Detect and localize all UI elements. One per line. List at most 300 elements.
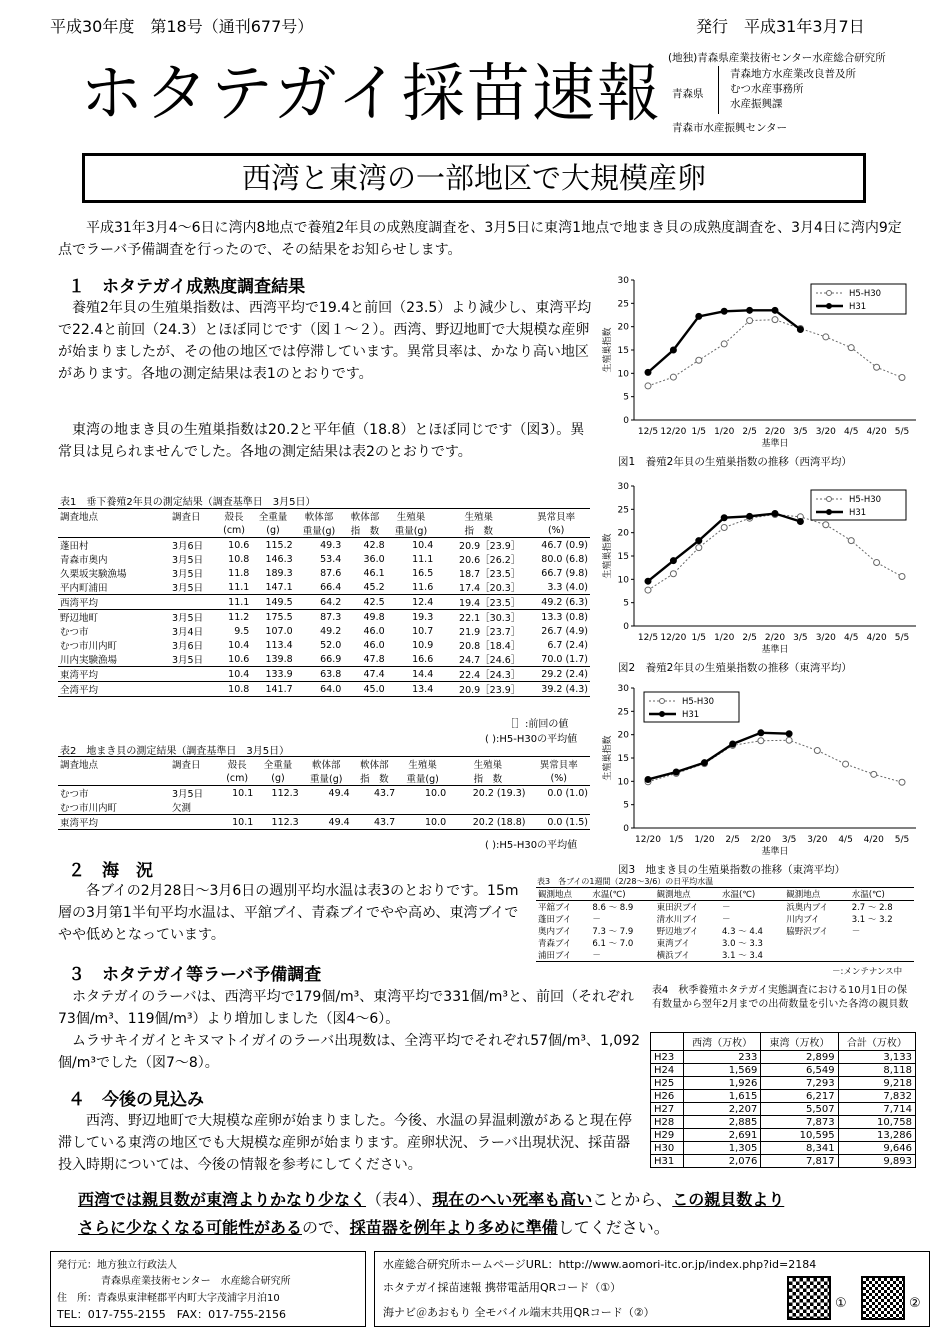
data-point [797,518,803,524]
qr-code-2-icon[interactable] [861,1276,905,1320]
table1-cell: 49.2 [320,625,342,637]
x-tick-label: 1/5 [691,427,707,437]
data-point [747,318,753,324]
data-point [786,737,792,743]
table1-cell: むつ市 [60,627,89,638]
table1-cell: 3月5日 [172,583,204,594]
table1-header: 異常貝率 [537,512,576,523]
summary-emphasis: 採苗器を例年より多めに準備 [349,1218,558,1237]
table1-header [170,523,217,538]
x-tick-label: 4/20 [863,835,884,845]
table1-cell: 42.8 [363,539,385,551]
table-row [651,1090,916,1103]
table1-cell: 蓬田村 [60,541,89,552]
table2-cell [219,800,255,815]
series-line [648,514,902,590]
table4-cell: 5,507 [761,1103,838,1116]
table3-cell: 7.3 ～ 7.9 [592,927,634,937]
y-tick-label: 10 [617,369,629,380]
table-row [536,925,914,937]
x-tick-label: 4/5 [843,633,859,643]
qr-code-1-icon[interactable] [787,1276,831,1320]
series-line [648,733,789,780]
table-row [58,682,590,697]
table-row [536,949,914,962]
table3-cell: 2.7 ～ 2.8 [851,903,893,913]
table4-cell: H24 [651,1064,684,1077]
y-tick-label: 25 [617,707,629,718]
data-point [673,769,679,775]
table3-cell: 川内ブイ [786,915,820,925]
table1-cell: 63.8 [320,668,342,680]
table3-header: 観測地点 [786,890,821,900]
table1-cell: 22.4［24.3］ [459,670,521,681]
table1-cell: 87.6 [320,567,342,579]
table4-header [651,1033,684,1051]
summary-plain: してください。 [557,1218,670,1237]
data-point [772,511,778,517]
table2-cell: むつ市 [60,789,89,800]
table4-cell: 2,899 [761,1051,838,1064]
table-row [651,1103,916,1116]
table2-header: (g) [271,772,285,784]
y-tick-label: 0 [623,416,629,426]
table1-cell: 133.9 [265,668,293,680]
table2-header: 調査日 [172,760,201,771]
data-point [670,374,676,380]
table1-cell: 46.0 [363,625,385,637]
table1-cell: 20.9［23.9］ [459,541,521,552]
footer-org: 青森県産業技術センター 水産総合研究所 [101,1276,291,1287]
table3-cell: 青森ブイ [538,939,572,949]
table2-cell: 20.2 (18.8) [472,816,526,828]
table3-header: 観測地点 [656,890,691,900]
table2-header [58,771,170,786]
table-row [651,1142,916,1155]
table1-cell: 45.0 [363,683,385,695]
table2-cell: 10.1 [232,816,254,828]
table3-cell: 平舘ブイ [538,903,572,913]
y-tick-label: 15 [617,552,629,562]
table1-cell: 66.7 (9.8) [541,567,588,579]
table1-cell: 10.4 [412,539,434,551]
table1-cell: 川内実験漁場 [60,655,118,666]
table4-cell: 8,341 [761,1142,838,1155]
table1-cell: 3月5日 [172,555,204,566]
org-bracket [718,66,719,114]
table1-cell: 47.4 [363,668,385,680]
qr2-marker: ② [909,1296,921,1311]
table1-cell: 平内町浦田 [60,583,108,594]
table1-cell: 3月6日 [172,641,204,652]
issue-date: 発行 平成31年3月7日 [696,17,865,36]
table3-cell [850,949,914,962]
section4-para: 西湾、野辺地町で大規模な産卵が始まりました。今後、水温の昇温刺激があると現在停滞している東湾の地区でも大規模な産卵が始まります。産卵状況、ラーバ出現状況、採苗器投入時期については、今後の情報を参考にしてください。 [58,1113,632,1173]
x-tick-label: 1/20 [714,427,735,437]
section1-para1: 養殖2年貝の生殖巣指数は、西湾平均で19.4と前回（23.5）より減少し、東湾平均で22.4と前回（24.3）とほぼ同じです（図１～２）。西湾、野辺地町で大規模な産卵が始まりましたが、その他の地区では停滞しています。異常貝率は、かなり高い地区があります。各地の測定結果は表1のとおりです。 [58,300,592,382]
data-point [696,313,702,319]
table2-header: 重量(g) [406,774,439,785]
table3-cell: － [851,927,861,937]
data-point [871,771,877,777]
table1-cell: 45.2 [363,581,385,593]
table1-note2: ( ):H5-H30の平均値 [485,734,578,745]
table1-cell: 29.2 (2.4) [541,668,588,680]
data-point [670,571,676,577]
data-point [721,525,727,531]
org-pref-label: 青森県 [672,88,704,100]
x-tick-label: 5/5 [894,835,910,845]
footer-web-box [374,1251,930,1327]
y-tick-label: 30 [617,684,629,694]
table2-header [170,771,219,786]
table2 [58,756,590,830]
table1-header: 調査日 [172,512,201,523]
table4-cell: 2,691 [684,1129,761,1142]
legend-marker [660,712,665,717]
table1-header: 生殖巣 [396,512,426,523]
table1-cell: 16.6 [412,653,434,665]
table1-header: 全重量 [258,512,288,523]
y-tick-label: 0 [623,622,629,632]
table2-cell: 0.0 (1.0) [547,787,588,799]
table1-cell: 10.9 [412,639,434,651]
table3-cell: 3.1 ～ 3.2 [851,915,893,925]
table1-cell: 20.9［23.9］ [459,685,521,696]
data-point [758,730,764,736]
table2-cell [528,800,591,815]
table-row [651,1129,916,1142]
table2-cell: 43.7 [374,816,396,828]
table3-caption: 表3 各ブイの1週間（2/28～3/6）の日平均水温 [537,877,714,886]
table1-cell: 11.1 [412,553,434,565]
y-tick-label: 5 [623,598,629,609]
table4-cell: H29 [651,1129,684,1142]
table1-cell: 野辺地町 [60,613,99,624]
x-tick-label: 5/5 [894,427,910,437]
data-point [730,741,736,747]
y-tick-label: 10 [617,575,629,586]
table-row [536,901,914,914]
table1-cell: 3月5日 [172,613,204,624]
data-point [843,761,849,767]
table3-cell: 4.3 ～ 4.4 [722,927,763,937]
table2-header: (%) [550,772,567,784]
table1-header: 生殖巣 [464,512,494,523]
data-point [645,776,651,782]
x-tick-label: 12/5 [637,633,659,643]
data-point [786,731,792,737]
table4-cell: 2,207 [684,1103,761,1116]
y-tick-label: 20 [617,322,629,333]
table-row [651,1077,916,1090]
table1-cell: 21.9［23.7］ [459,627,521,638]
table1-cell: 46.0 [363,639,385,651]
x-tick-label: 12/20 [660,427,687,437]
table1-cell: 11.2 [228,611,250,623]
y-axis-label: 生殖巣指数 [603,533,613,579]
table1-cell: 20.8［18.4］ [459,641,521,652]
headline-box [82,153,866,203]
table1-cell: 141.7 [265,683,293,695]
x-tick-label: 4/20 [866,427,887,437]
data-point [814,748,820,754]
table3-cell: 清水川ブイ [656,915,699,925]
series-line [648,740,902,782]
legend-marker [827,291,832,296]
data-point [721,341,727,347]
y-axis-label: 生殖巣指数 [603,735,613,781]
y-tick-label: 20 [617,730,629,741]
table1-cell: 49.2 (6.3) [541,596,588,608]
table4-cell: H30 [651,1142,684,1155]
data-point [848,345,854,351]
table2-cell: 3月5日 [172,789,204,800]
table2-cell [255,800,300,815]
table4-header: 東湾（万枚） [761,1033,838,1051]
y-tick-label: 30 [617,482,629,492]
table3-cell [784,949,849,962]
table1-cell: 17.4［20.3］ [459,583,521,594]
table3-cell: 6.1 ～ 7.0 [592,939,634,949]
table2-header: 指 数 [360,774,389,785]
legend-label: H31 [682,710,700,720]
table-row [536,913,914,925]
org-pref-item: 水産振興課 [730,98,783,110]
table2-cell: 欠測 [172,803,192,814]
table1-cell: 149.5 [265,596,293,608]
section3-para2: ムラサキイガイとキヌマトイガイのラーバ出現数は、全湾平均でそれぞれ57個/m³、1,092個/m³でした（図7～8）。 [58,1033,641,1071]
table4-cell: 7,873 [761,1116,838,1129]
table1-cell: 47.8 [363,653,385,665]
table3 [536,887,914,962]
table4-cell: 9,893 [838,1155,915,1168]
table-row [58,667,590,682]
table3-cell: 東湾ブイ [656,939,690,949]
x-axis-label: 基準日 [761,645,789,655]
data-point [899,779,905,785]
table1-cell: 10.6 [228,653,250,665]
table2-cell [170,815,219,830]
table3-cell: 東田沢ブイ [656,903,699,913]
table3-header: 水温(℃) [851,890,885,900]
table-row [58,638,590,652]
section3-title: ３ ホタテガイ等ラーバ予備調査 [68,965,322,985]
data-point [747,513,753,519]
table4-cell: 8,118 [838,1064,915,1077]
table1-cell: 12.4 [412,596,434,608]
x-tick-label: 2/20 [750,835,771,845]
x-tick-label: 2/5 [742,633,757,643]
data-point [772,317,778,323]
footer-qr2-label: 海ナビ＠あおもり 全モバイル端末共用QRコード（②） [383,1306,655,1319]
table-row [58,580,590,595]
y-axis-label: 生殖巣指数 [603,327,613,373]
table-row [651,1116,916,1129]
x-tick-label: 3/5 [793,633,808,643]
table1-cell: 6.7 (2.4) [547,639,588,651]
table4-cell: 10,595 [761,1129,838,1142]
data-point [874,364,880,370]
table1-cell: 42.5 [363,596,385,608]
table2-cell: 0.0 (1.5) [547,816,588,828]
table-row [58,552,590,566]
legend-marker [660,699,665,704]
table2-cell: 東湾平均 [60,818,99,829]
footer-publisher: 発行元：地方独立行政法人 [57,1260,177,1271]
table4-cell: H23 [651,1051,684,1064]
table2-note: ( ):H5-H30の平均値 [485,840,578,851]
section1-para2: 東湾の地まき貝の生殖巣指数は20.2と平年値（18.8）とほぼ同じです（図3）。異常貝は見られませんでした。各地の測定結果は表2のとおりです。 [58,422,585,460]
table1-cell: 10.7 [412,625,434,637]
table2-cell: 49.4 [328,787,350,799]
x-tick-label: 3/20 [807,835,828,845]
data-point [772,307,778,313]
summary-emphasis: 現在のへい死率も高い [432,1190,593,1209]
footer-phone: TEL：017-755-2155 FAX：017-755-2156 [57,1308,287,1321]
table-row [58,815,590,830]
table4-cell: 7,714 [838,1103,915,1116]
table1-cell: 3.3 (4.0) [547,581,588,593]
table-row [651,1064,916,1077]
table-row [58,786,590,801]
table1-cell: 11.1 [228,596,250,608]
data-point [696,357,702,363]
series-line [648,514,800,582]
table3-note: －:メンテナンス中 [832,967,903,977]
x-tick-label: 5/5 [894,633,910,643]
table1-cell: 11.8 [228,567,250,579]
table4-cell: H26 [651,1090,684,1103]
table2-header: 重量(g) [309,774,343,785]
y-tick-label: 30 [617,276,629,286]
table3-cell: 脇野沢ブイ [786,927,829,937]
series-line [648,320,902,386]
data-point [823,522,829,528]
table2-cell: 10.0 [424,816,447,828]
table1-cell: 13.3 (0.8) [541,611,588,623]
table1-cell: 107.0 [265,625,293,637]
table-row [58,566,590,580]
table4-cell: H28 [651,1116,684,1129]
section1-title: １ ホタテガイ成熟度調査結果 [68,277,306,297]
table1-cell: 46.7 (0.9) [541,539,588,551]
table1-cell: 9.5 [234,625,250,637]
table1-header: 軟体部 [350,512,380,523]
table3-cell: － [722,903,731,913]
table2-cell [397,800,448,815]
table2-header: 軟体部 [360,760,389,771]
summary-text [78,1186,908,1242]
table2-cell: 20.2 (19.3) [472,787,526,799]
table2-header: 全重量 [263,760,293,771]
footer-qr1-label: ホタテガイ採苗速報 携帯電話用QRコード（①） [383,1281,622,1294]
x-tick-label: 3/5 [793,427,808,437]
chart-title: 図3 地まき貝の生殖巣指数の推移（東湾平均） [618,864,846,874]
x-tick-label: 1/20 [694,835,715,845]
table2-cell: 10.0 [424,787,447,799]
table2-cell: むつ市川内町 [60,803,118,814]
table1-cell [170,667,217,682]
table1-note1: ［］:前回の値 [505,719,569,730]
table3-cell: 奥内ブイ [538,927,572,937]
summary-emphasis: この親貝数より [672,1190,785,1209]
footer-publisher-box [50,1251,366,1327]
data-point [645,369,651,375]
table1-cell: 全湾平均 [60,685,99,696]
intro-text: 平成31年3月4～6日に湾内8地点で養殖2年貝の成熟度調査を、3月5日に東湾1地点で地まき貝の成熟度調査を、3月4日に湾内9定点でラーバ予備調査を行ったので、その結果をお知らせします。 [58,220,902,258]
table1-cell: 39.2 (4.3) [541,683,588,695]
legend-marker [827,304,832,309]
chart-title: 図2 養殖2年貝の生殖巣指数の推移（東湾平均） [618,662,852,674]
table4-cell: 6,549 [761,1064,838,1077]
table1-cell: 26.7 (4.9) [541,625,588,637]
table4-cell: 3,133 [838,1051,915,1064]
y-tick-label: 25 [617,505,629,516]
table4-cell: 10,758 [838,1116,915,1129]
table1-cell: 115.2 [265,539,293,551]
table1-cell [170,682,217,697]
x-tick-label: 2/5 [725,835,740,845]
table2-header: 軟体部 [311,760,341,771]
table2-header: 指 数 [473,774,503,785]
table1-cell: 西湾平均 [60,598,99,609]
table3-cell: 3.0 ～ 3.3 [722,939,763,949]
legend-marker [827,510,832,515]
table2-cell [448,800,527,815]
chart-title: 図1 養殖2年貝の生殖巣指数の推移（西湾平均） [618,456,852,468]
table4-header: 合計（万枚） [838,1033,915,1051]
x-tick-label: 4/5 [843,427,859,437]
table4-cell: 1,926 [684,1077,761,1090]
table1-cell: 14.4 [412,668,434,680]
y-tick-label: 15 [617,754,629,764]
table2-caption: 表2 地まき貝の測定結果（調査基準日 3月5日） [60,746,290,757]
data-point [645,587,651,593]
table1 [58,508,590,697]
footer-address: 住 所：青森県東津軽郡平内町大字茂浦字月泊10 [57,1293,280,1304]
data-point [701,760,707,766]
table4-cell: 2,885 [684,1116,761,1129]
table4-cell: 233 [684,1051,761,1064]
table1-cell: 19.4［23.5］ [459,598,521,609]
table1-cell: 22.1［30.3］ [459,613,521,624]
table4-header: 西湾（万枚） [684,1033,761,1051]
data-point [899,574,905,580]
section4-title: ４ 今後の見込み [68,1090,204,1110]
x-tick-label: 2/5 [742,427,757,437]
legend-label: H5-H30 [849,289,882,299]
table1-cell: 64.2 [320,596,342,608]
footer-url[interactable]: 水産総合研究所ホームページURL：http://www.aomori-itc.or.jp/index.php?id=2184 [383,1258,817,1271]
table1-cell: 36.0 [363,553,385,565]
data-point [874,560,880,566]
table2-header: 殻長 [227,760,247,771]
table1-header: 指 数 [350,526,380,537]
table3-cell: 8.6 ～ 8.9 [592,903,634,913]
table1-header: 重量(g) [394,526,428,537]
x-tick-label: 1/20 [714,633,735,643]
table1-header: 軟体部 [304,512,334,523]
x-tick-label: 12/20 [635,835,661,845]
table1-cell: むつ市川内町 [60,641,118,652]
data-point [645,383,651,389]
x-tick-label: 3/20 [815,427,836,437]
table1-cell: 3月4日 [172,627,204,638]
table2-cell: 112.3 [271,816,299,828]
x-tick-label: 1/5 [691,633,707,643]
table1-cell: 11.6 [412,581,434,593]
